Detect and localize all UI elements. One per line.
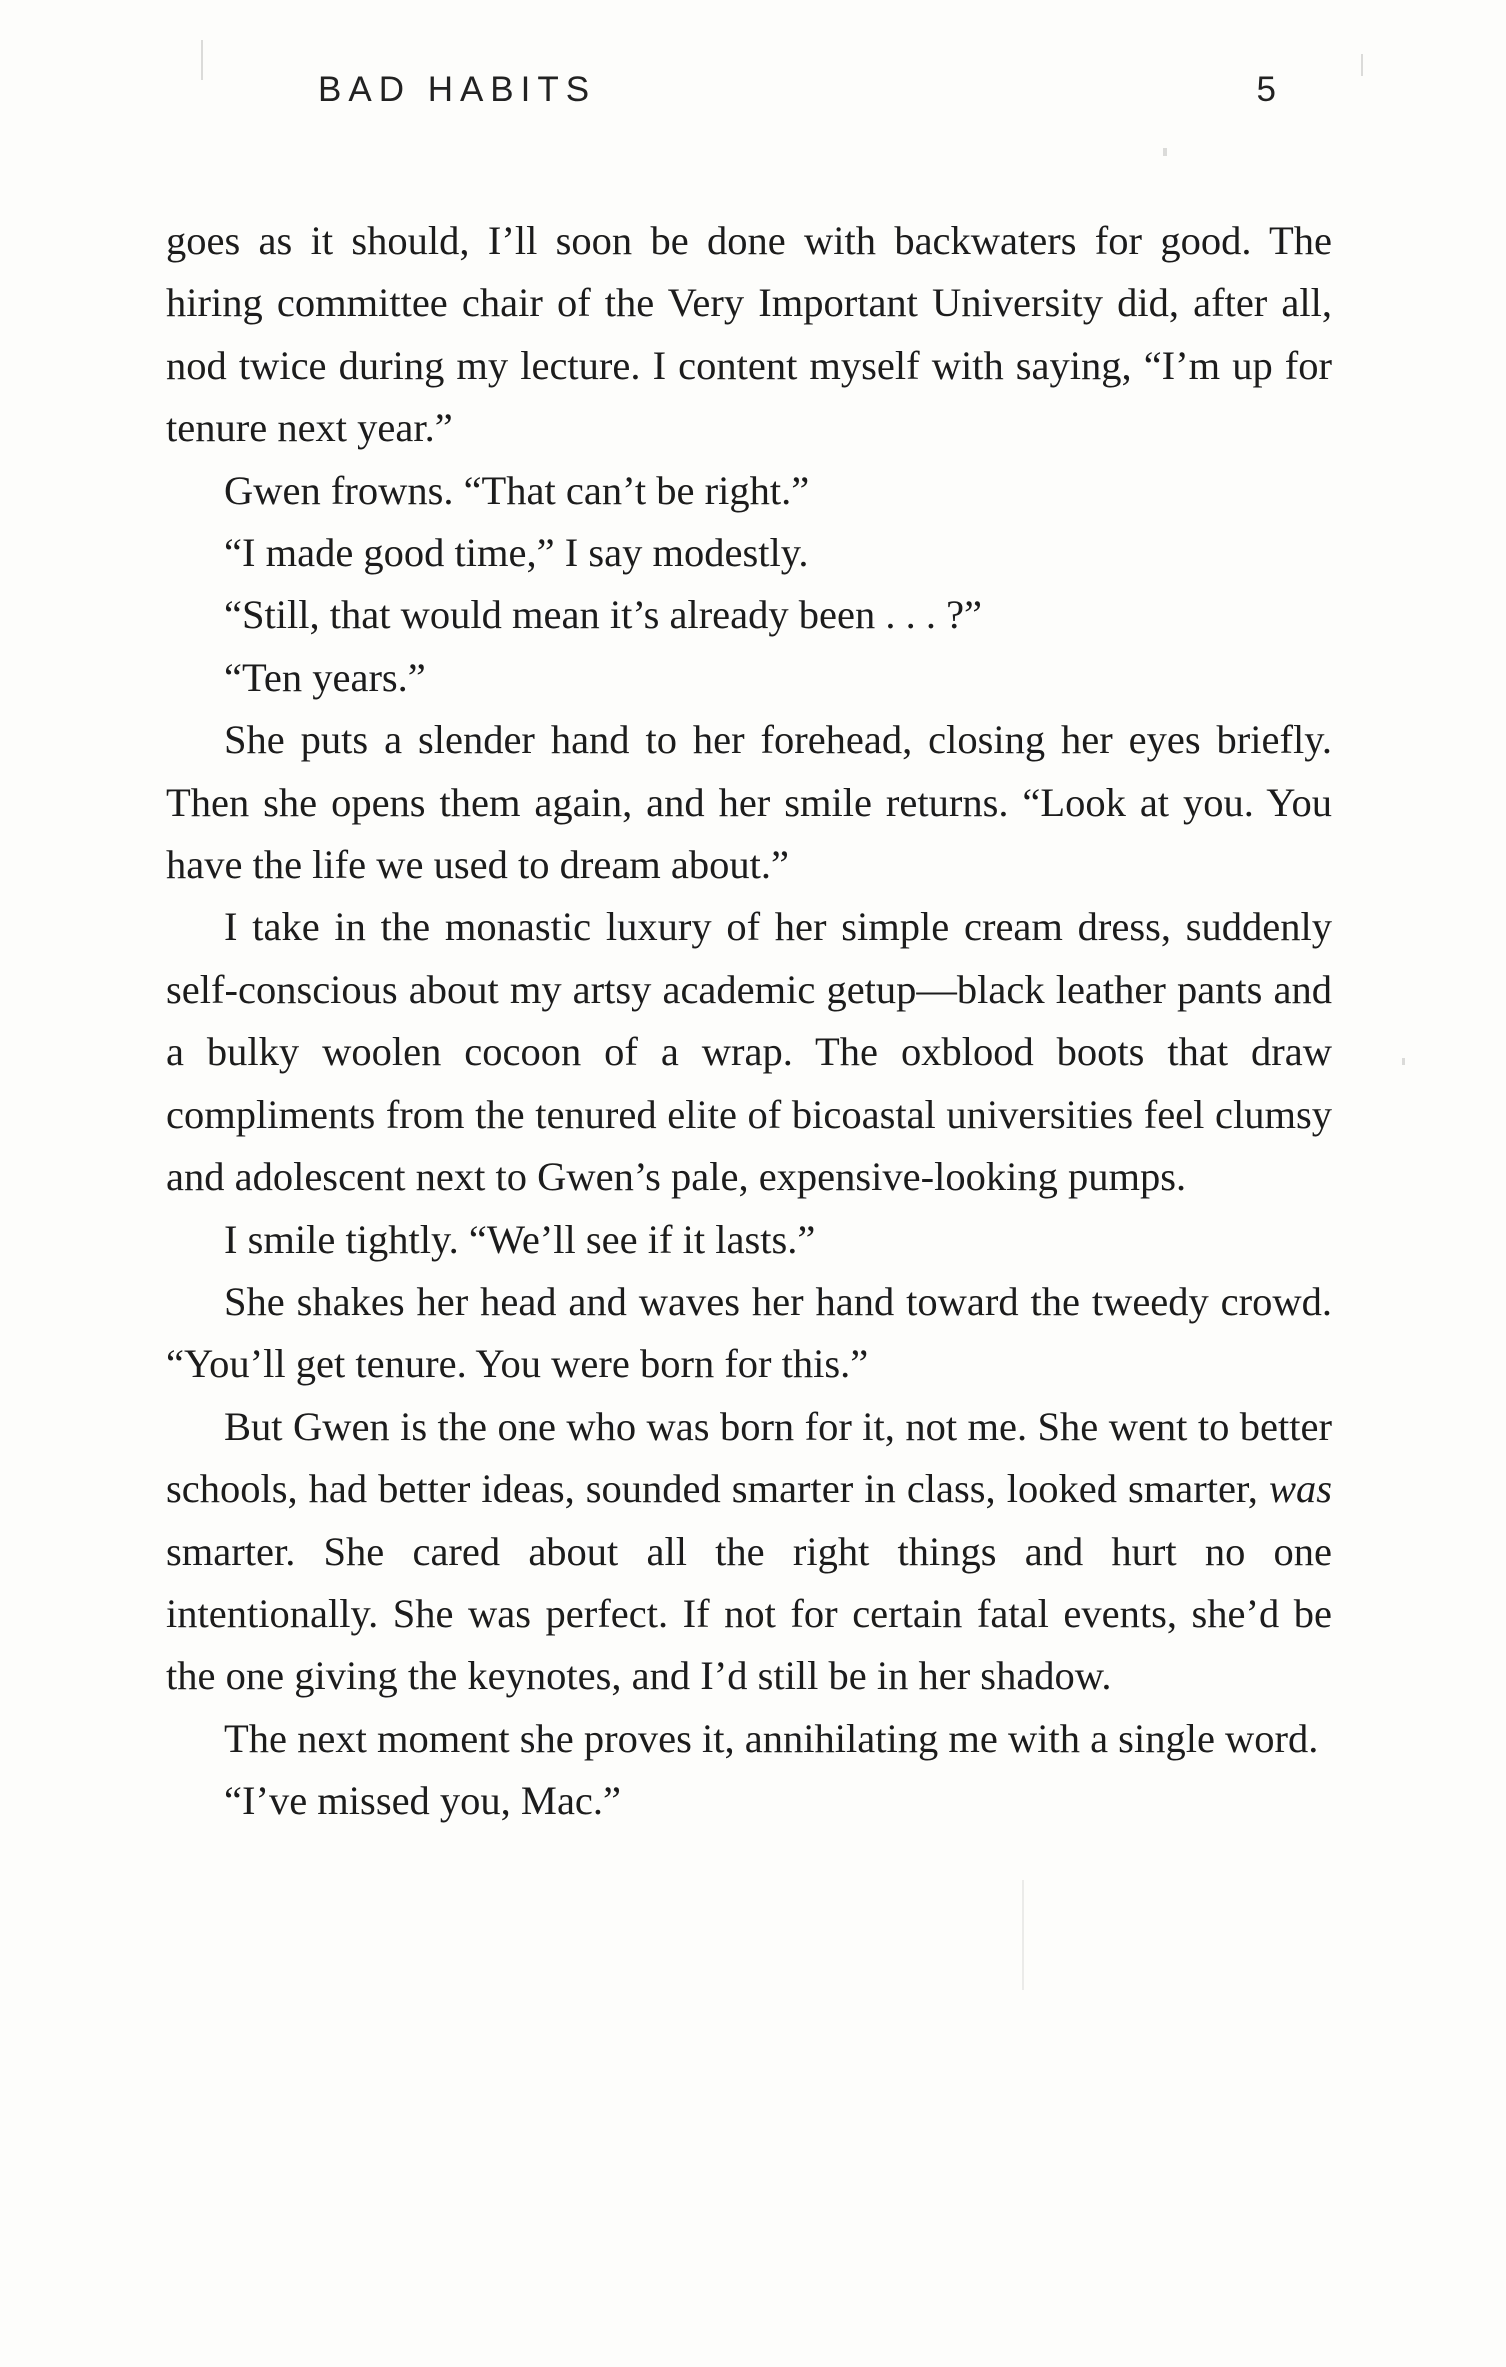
paragraph-text: “Ten years.” <box>224 654 426 700</box>
paragraph <box>166 210 1332 460</box>
scan-speck <box>1402 1058 1405 1065</box>
paragraph <box>166 1708 1332 1770</box>
paragraph <box>166 1271 1332 1396</box>
paragraph <box>166 709 1332 896</box>
paragraph <box>166 647 1332 709</box>
paragraph-text: I smile tightly. “We’ll see if it lasts.” <box>224 1216 816 1262</box>
paragraph <box>166 1770 1332 1832</box>
paragraph-text: smarter. She cared about all the right things and hurt no one intentionally. She was perfect. If not for certain fatal events, she’d be the one giving the keynotes, and I’d still be in her shadow. <box>166 1528 1332 1699</box>
running-head <box>318 70 1276 120</box>
paragraph-text: I take in the monastic luxury of her simple cream dress, suddenly self-conscious about my artsy academic getup—black leather pants and a bulky woolen cocoon of a wrap. The oxblood boots that draw compliments from the tenured elite of bicoastal universities feel clumsy and adolescent next to Gwen’s pale, expensive-looking pumps. <box>166 904 1332 1200</box>
page-number: 5 <box>1256 70 1276 109</box>
emphasized-word: was <box>1268 1466 1332 1512</box>
paragraph-text: Gwen frowns. “That can’t be right.” <box>224 467 810 513</box>
paragraph <box>166 896 1332 1208</box>
scan-speck <box>1022 1880 1024 1990</box>
paragraph <box>166 1396 1332 1708</box>
paragraph-text: goes as it should, I’ll soon be done with backwaters for good. The hiring committee chair of the Very Important University did, after all, nod twice during my lecture. I content myself with saying, “I’m up for tenure next year.” <box>166 218 1332 451</box>
paragraph-text: But Gwen is the one who was born for it, not me. She went to better schools, had better ideas, sounded smarter in class, looked smarter, <box>166 1403 1332 1512</box>
running-head-title: BAD HABITS <box>318 70 597 109</box>
paragraph <box>166 584 1332 646</box>
scan-speck <box>1361 54 1363 76</box>
paragraph <box>166 460 1332 522</box>
paragraph-text: The next moment she proves it, annihilating me with a single word. <box>224 1715 1319 1761</box>
scan-speck <box>1163 148 1167 156</box>
scan-speck <box>201 40 203 80</box>
body-text <box>166 210 1332 1833</box>
paragraph-text: “I made good time,” I say modestly. <box>224 530 809 576</box>
paragraph <box>166 1209 1332 1271</box>
paragraph-text: She shakes her head and waves her hand toward the tweedy crowd. “You’ll get tenure. You were born for this.” <box>166 1278 1332 1387</box>
paragraph <box>166 522 1332 584</box>
paragraph-text: “Still, that would mean it’s already been . . . ?” <box>224 592 983 638</box>
paragraph-text: She puts a slender hand to her forehead, closing her eyes briefly. Then she opens them again, and her smile returns. “Look at you. You have the life we used to dream about.” <box>166 717 1332 888</box>
paragraph-text: “I’ve missed you, Mac.” <box>224 1778 621 1824</box>
